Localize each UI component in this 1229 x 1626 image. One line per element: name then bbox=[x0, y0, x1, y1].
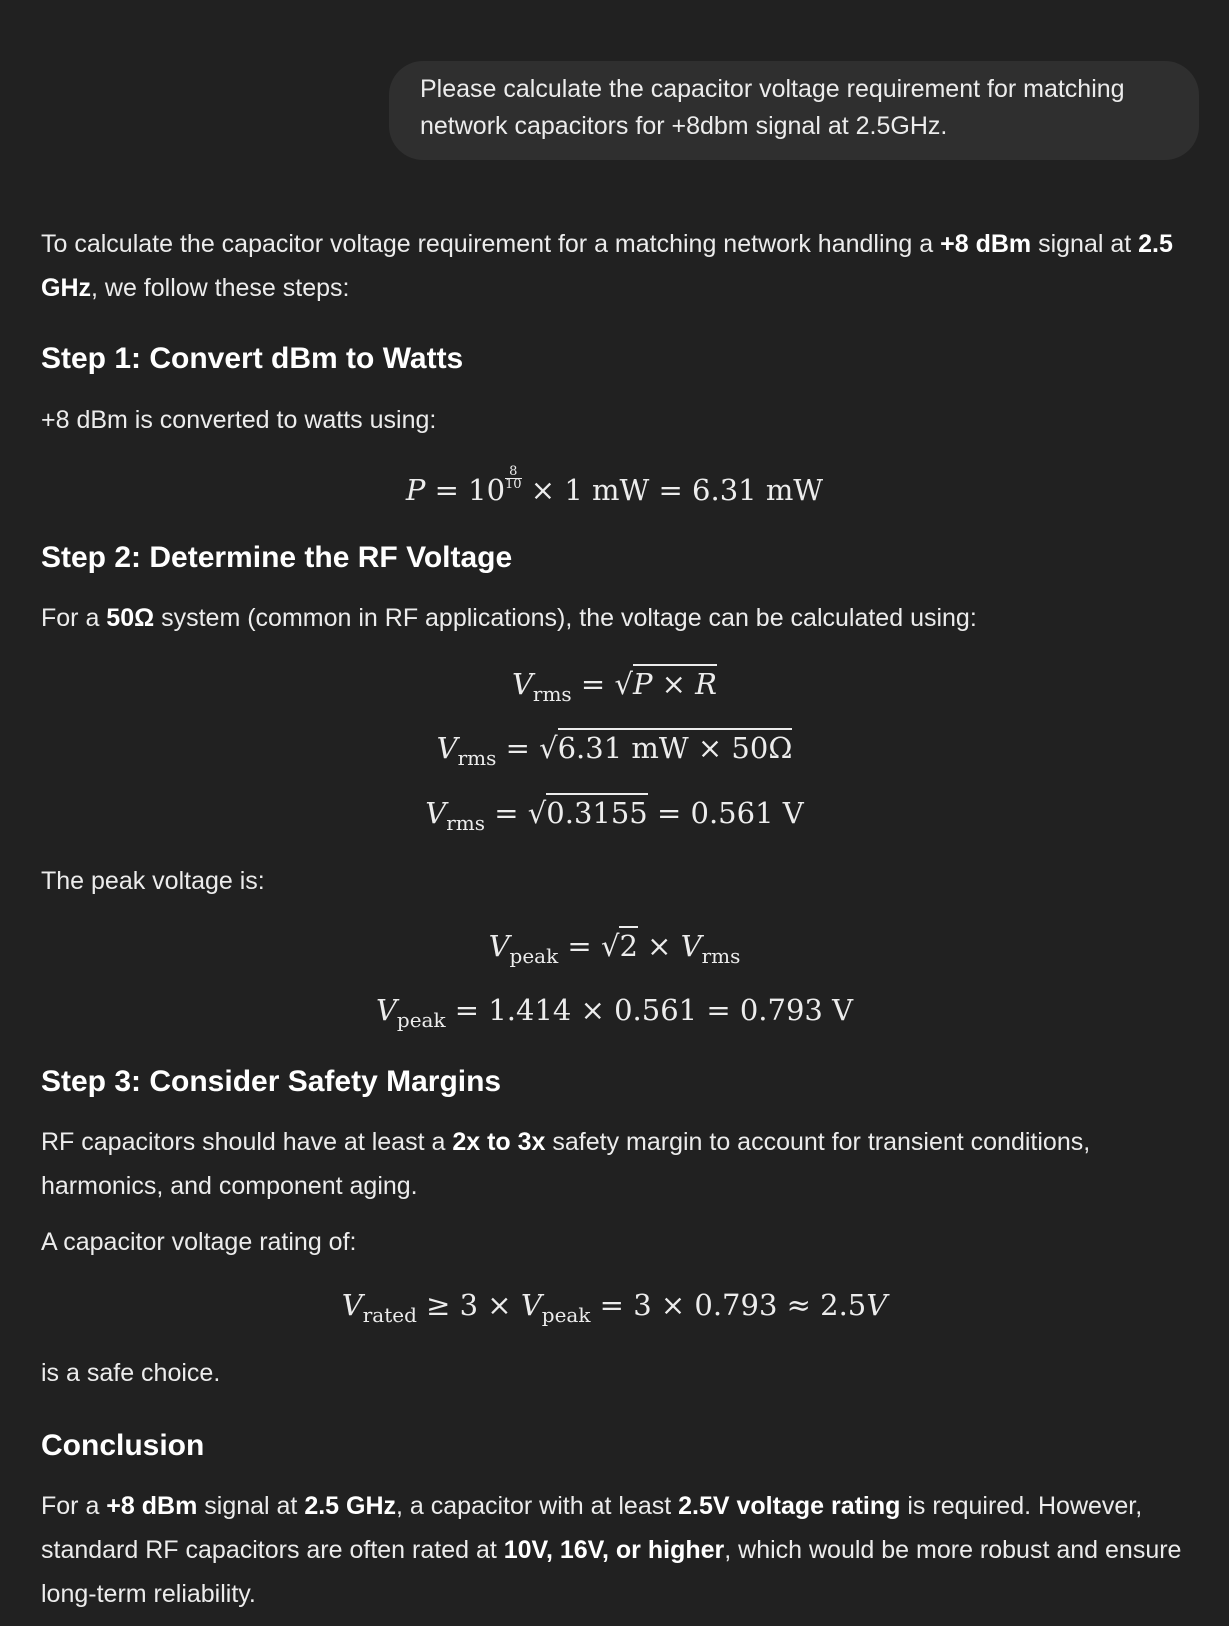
eq-text: = bbox=[571, 667, 615, 701]
eq-symbol: V bbox=[520, 1288, 542, 1322]
step2-heading: Step 2: Determine the RF Voltage bbox=[41, 541, 513, 574]
eq-text: × 1 mW = 6.31 mW bbox=[521, 473, 824, 507]
step2-text bbox=[41, 596, 977, 640]
eq-symbol: P bbox=[405, 473, 426, 507]
peak-voltage-text: The peak voltage is: bbox=[41, 867, 265, 895]
eq-subscript: rms bbox=[701, 944, 741, 968]
square-root: √P × R bbox=[614, 664, 717, 701]
intro-paragraph bbox=[41, 222, 1191, 310]
step3-bold-margin: 2x to 3x bbox=[452, 1128, 546, 1156]
eq-subscript: rms bbox=[457, 746, 497, 770]
eq-text: = 3 × 0.793 ≈ 2.5 bbox=[590, 1288, 867, 1322]
safe-choice-text: is a safe choice. bbox=[41, 1359, 221, 1387]
conclusion-text-part: For a bbox=[41, 1492, 107, 1520]
step2-text-part: For a bbox=[41, 604, 107, 632]
eq-text: = 10 bbox=[434, 473, 506, 507]
rating-text: A capacitor voltage rating of: bbox=[41, 1228, 357, 1256]
conclusion-text bbox=[41, 1484, 1191, 1616]
step1-heading: Step 1: Convert dBm to Watts bbox=[41, 342, 464, 375]
intro-bold-frequency: 2.5 GHz bbox=[41, 230, 1173, 302]
conclusion-text-part: signal at bbox=[197, 1492, 305, 1520]
eq-subscript: rated bbox=[362, 1303, 417, 1327]
eq-text: × bbox=[637, 929, 681, 963]
eq-text: ≥ 3 × bbox=[416, 1288, 521, 1322]
eq-text: = 1.414 × 0.561 = 0.793 V bbox=[445, 993, 854, 1027]
step3-text bbox=[41, 1120, 1191, 1208]
user-message-text: Please calculate the capacitor voltage requirement for matching network capacitors for +8dbm signal at 2.5GHz. bbox=[420, 75, 1125, 140]
eq-subscript: peak bbox=[396, 1008, 446, 1032]
conclusion-bold: +8 dBm bbox=[106, 1492, 198, 1520]
equation-power bbox=[0, 466, 1229, 510]
intro-text: To calculate the capacitor voltage requirement for a matching network handling a bbox=[41, 230, 941, 258]
conclusion-heading: Conclusion bbox=[41, 1429, 205, 1462]
conclusion-bold: 2.5V voltage rating bbox=[678, 1492, 901, 1520]
square-root: √0.3155 bbox=[528, 793, 648, 830]
intro-bold-power: +8 dBm bbox=[940, 230, 1032, 258]
eq-subscript: peak bbox=[509, 944, 559, 968]
eq-symbol: V bbox=[866, 1288, 888, 1322]
eq-text: = bbox=[485, 796, 528, 830]
step3-text-part: safety margin to account for transient conditions, harmonics, and component aging. bbox=[41, 1128, 1091, 1200]
eq-symbol: V bbox=[511, 667, 533, 701]
radicand: 2 bbox=[619, 926, 637, 963]
radicand: 0.3155 bbox=[546, 793, 647, 830]
conclusion-text-part: is required. However, standard RF capacitors are often rated at bbox=[41, 1492, 1143, 1564]
eq-symbol: V bbox=[375, 993, 397, 1027]
eq-subscript: rms bbox=[532, 682, 572, 706]
eq-symbol: V bbox=[488, 929, 510, 963]
eq-text: = bbox=[496, 731, 540, 765]
conclusion-text-part: , a capacitor with at least bbox=[396, 1492, 679, 1520]
eq-text: = 0.561 V bbox=[647, 796, 804, 830]
equation-vrated bbox=[0, 1285, 1229, 1335]
intro-text: , we follow these steps: bbox=[91, 274, 350, 302]
equation-vpeak-result bbox=[0, 990, 1229, 1040]
eq-subscript: peak bbox=[541, 1303, 591, 1327]
eq-symbol: V bbox=[425, 796, 447, 830]
fraction-denominator: 10 bbox=[505, 477, 522, 492]
eq-symbol: V bbox=[341, 1288, 363, 1322]
step3-heading: Step 3: Consider Safety Margins bbox=[41, 1065, 502, 1098]
exponent-fraction bbox=[505, 466, 522, 491]
step2-bold-impedance: 50Ω bbox=[106, 604, 155, 632]
square-root: √2 bbox=[601, 926, 638, 963]
equation-vpeak-formula bbox=[0, 926, 1229, 976]
fraction-numerator: 8 bbox=[505, 466, 522, 479]
eq-symbol: V bbox=[680, 929, 702, 963]
equation-vrms-substituted bbox=[0, 728, 1229, 778]
user-message-bubble bbox=[389, 61, 1199, 160]
equation-vrms-formula bbox=[0, 664, 1229, 714]
eq-symbol: V bbox=[436, 731, 458, 765]
eq-text: = bbox=[558, 929, 601, 963]
square-root: √6.31 mW × 50Ω bbox=[539, 728, 792, 765]
intro-text: signal at bbox=[1031, 230, 1139, 258]
radicand: 6.31 mW × 50Ω bbox=[558, 728, 793, 765]
step1-text: +8 dBm is converted to watts using: bbox=[41, 406, 437, 434]
eq-subscript: rms bbox=[446, 811, 486, 835]
step2-text-part: system (common in RF applications), the voltage can be calculated using: bbox=[154, 604, 977, 632]
conclusion-text-part: , which would be more robust and ensure long-term reliability. bbox=[41, 1536, 1182, 1608]
radicand: P × R bbox=[633, 664, 717, 701]
step3-text-part: RF capacitors should have at least a bbox=[41, 1128, 453, 1156]
conclusion-bold: 10V, 16V, or higher bbox=[503, 1536, 725, 1564]
conclusion-bold: 2.5 GHz bbox=[304, 1492, 397, 1520]
equation-vrms-result bbox=[0, 793, 1229, 843]
